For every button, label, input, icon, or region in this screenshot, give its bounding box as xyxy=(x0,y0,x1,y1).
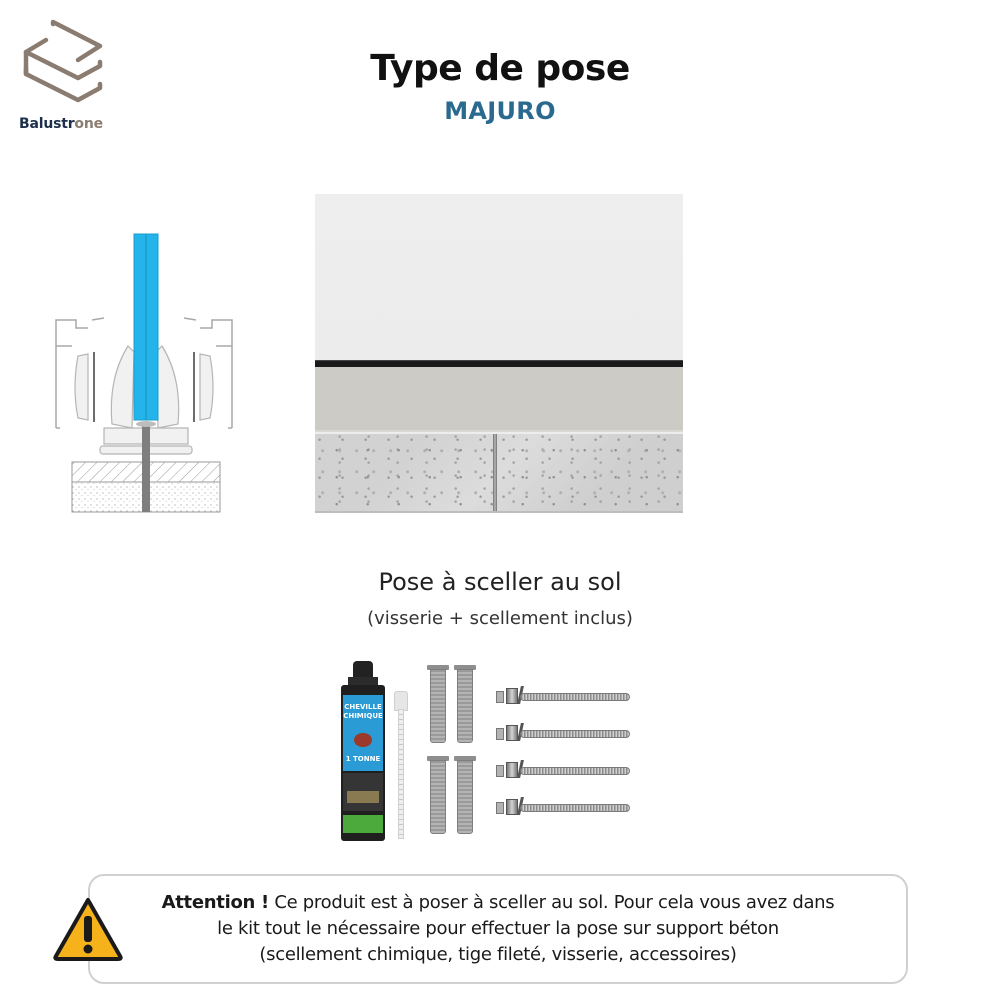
chemical-anchor-cartridge xyxy=(340,661,386,841)
product-name: MAJURO xyxy=(444,97,556,125)
rod-end xyxy=(496,728,504,740)
sealed-rod xyxy=(493,434,497,513)
nut-icon xyxy=(506,762,518,778)
concrete-slab xyxy=(315,434,683,513)
kit-contents xyxy=(330,655,650,845)
rod-thread xyxy=(520,804,630,812)
aluminium-profile xyxy=(315,360,683,367)
cartridge-label-line2: CHIMIQUE xyxy=(343,712,383,720)
section-drawing xyxy=(48,228,248,518)
nozzle-top xyxy=(394,691,408,711)
nut-icon xyxy=(506,725,518,741)
cartridge-label-line3: 1 TONNE xyxy=(345,755,381,763)
nut-icon xyxy=(506,688,518,704)
rod-end xyxy=(496,691,504,703)
threaded-rod xyxy=(496,691,631,705)
cartridge-label-tan xyxy=(347,791,379,803)
sleeve-mesh xyxy=(430,669,446,743)
warning-callout xyxy=(88,874,908,984)
sleeve-mesh xyxy=(457,669,473,743)
nozzle-stem xyxy=(398,709,404,839)
installation-type-subcaption: (visserie + scellement inclus) xyxy=(367,608,633,629)
nut-icon xyxy=(506,799,518,815)
glass-panel xyxy=(315,194,683,360)
warning-line-1 xyxy=(90,890,906,916)
sleeve-mesh xyxy=(430,760,446,834)
warning-triangle-icon xyxy=(52,896,124,962)
cartridge-body xyxy=(341,685,385,841)
cartridge-label-line1: CHEVILLE xyxy=(344,703,382,711)
page-title: Type de pose xyxy=(370,48,630,89)
warning-line-3: (scellement chimique, tige fileté, visserie, accessoires) xyxy=(259,944,737,965)
threaded-rod xyxy=(496,765,631,779)
mixing-nozzle xyxy=(394,691,408,839)
rod-end xyxy=(496,765,504,777)
rod-end xyxy=(496,802,504,814)
rod-thread xyxy=(520,730,630,738)
mesh-sleeve xyxy=(457,756,473,834)
render-bottom-edge xyxy=(315,511,683,513)
brand-name-suffix: one xyxy=(74,116,103,132)
warning-line-1-text: Ce produit est à poser à sceller au sol. Pour cela vous avez dans xyxy=(268,892,835,913)
cartridge-label-green xyxy=(343,815,383,833)
warning-line-2: le kit tout le nécessaire pour effectuer la pose sur support béton xyxy=(217,918,779,939)
screed-layer xyxy=(315,367,683,432)
threaded-rod xyxy=(496,802,631,816)
threaded-rod xyxy=(496,728,631,742)
warning-message xyxy=(90,890,906,968)
mesh-sleeve xyxy=(430,665,446,743)
cartridge-label xyxy=(343,695,383,771)
rod-thread xyxy=(520,767,630,775)
installation-render xyxy=(315,194,683,513)
mesh-sleeve xyxy=(430,756,446,834)
brand-name-prefix: Balustr xyxy=(19,116,75,132)
installation-type-caption: Pose à sceller au sol xyxy=(378,568,622,596)
rod-thread xyxy=(520,693,630,701)
mesh-sleeve xyxy=(457,665,473,743)
profile-cross-section-icon xyxy=(48,228,248,518)
brick-icon xyxy=(354,733,372,747)
sleeve-mesh xyxy=(457,760,473,834)
warning-lead: Attention ! xyxy=(161,892,269,913)
